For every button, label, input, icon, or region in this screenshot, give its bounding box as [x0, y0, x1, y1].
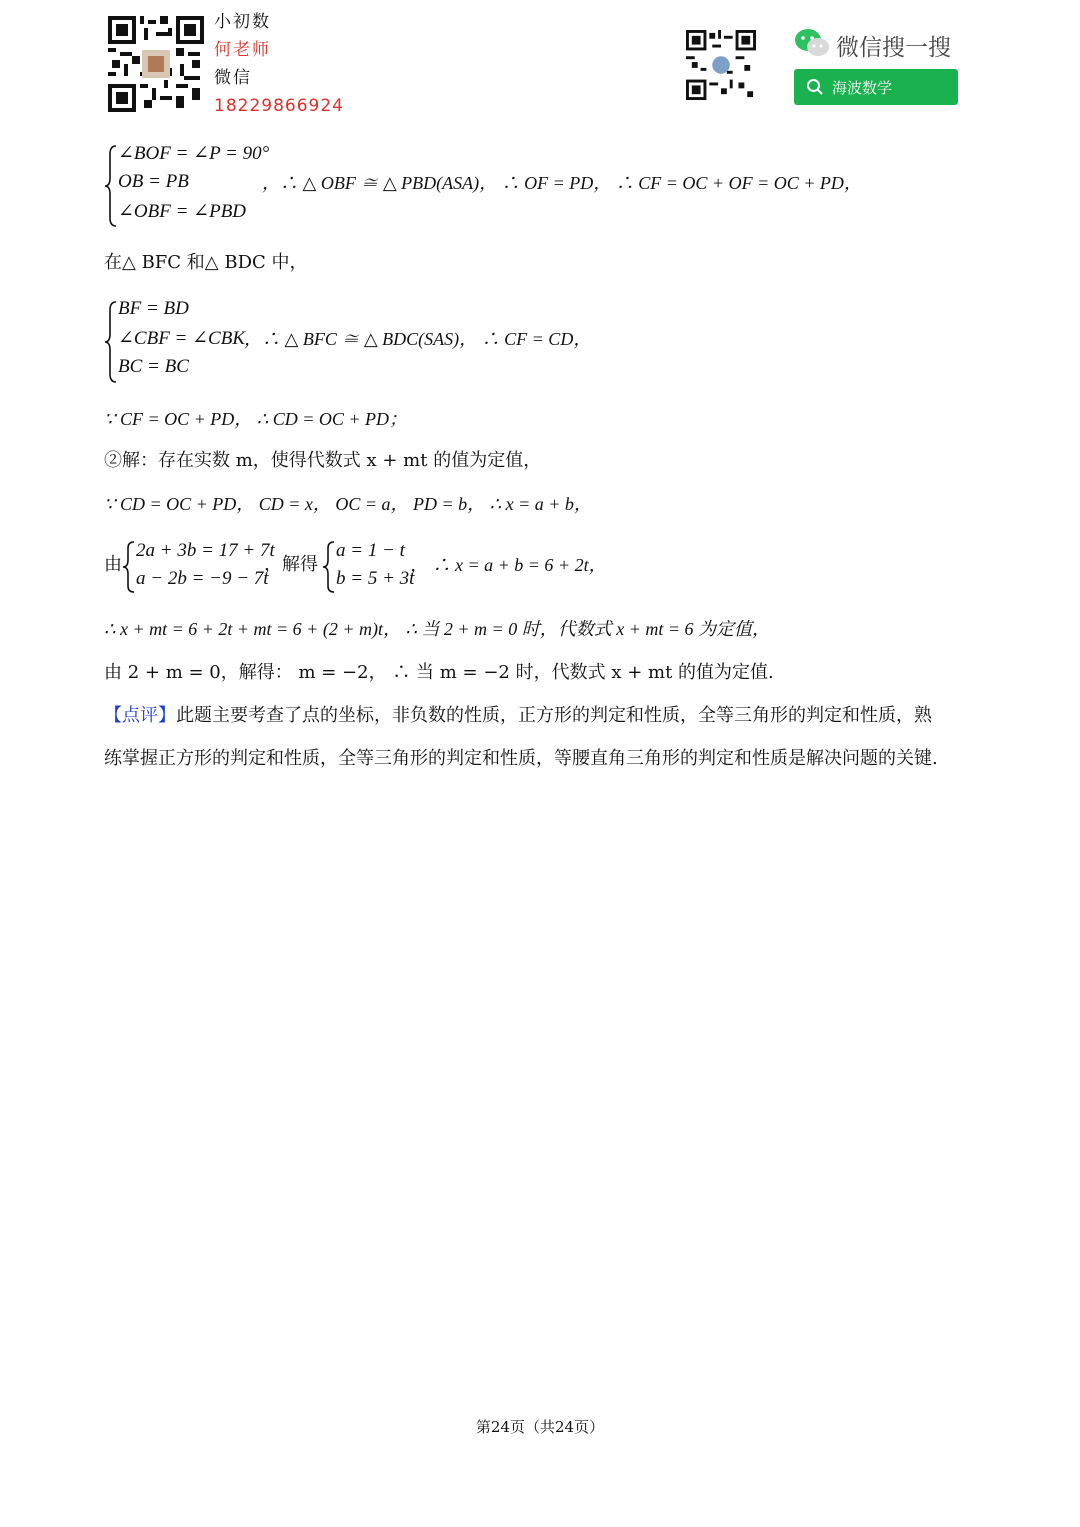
proof-line-congruence-2: ，∴ △ BFC ≅ △ BDC(SAS)， ∴ CF = CD， — [244, 329, 592, 349]
wechat-search-brand — [794, 28, 951, 62]
system-row: b = 5 + 3t — [336, 568, 415, 589]
qr-code-right — [686, 30, 756, 100]
system-row: ∠BOF = ∠P = 90° — [118, 143, 270, 164]
caption-line-2: 何老师 — [214, 40, 271, 60]
caption-line-1: 小初数 — [214, 12, 271, 32]
proof-line-part2: ②解：存在实数 m，使得代数式 x + mt 的值为定值， — [104, 450, 542, 471]
system-row: OB = PB — [118, 171, 189, 192]
equation-system-given — [122, 538, 275, 594]
system-prefix: 由 — [104, 554, 122, 575]
brace-icon — [122, 540, 136, 594]
system-row: ∠CBF = ∠CBK — [118, 328, 245, 349]
teacher-caption — [214, 8, 344, 120]
brace-icon — [104, 144, 118, 228]
comment-line-2: 练掌握正方形的判定和性质，全等三角形的判定和性质，等腰直角三角形的判定和性质是解决问题的关键. — [104, 748, 938, 769]
comment-line-1: 此题主要考查了点的坐标，非负数的性质，正方形的判定和性质，全等三角形的判定和性质，熟 — [176, 705, 932, 726]
system-row: a − 2b = −9 − 7t — [136, 568, 269, 589]
caption-line-3: 微信 — [214, 68, 252, 88]
proof-line-sum: ， ∴ x = a + b = 6 + 2t， — [410, 555, 607, 575]
proof-line-given: ∵ CD = OC + PD， CD = x， OC = a， PD = b， ∴ x = a + b， — [104, 494, 592, 514]
qr-code-left — [108, 16, 204, 112]
system-row: a = 1 − t — [336, 540, 405, 561]
proof-line-triangles: 在△ BFC 和△ BDC 中， — [104, 252, 308, 273]
equation-system-solution — [322, 538, 422, 594]
proof-line-conclusion: ∵ CF = OC + PD， ∴ CD = OC + PD； — [104, 409, 407, 429]
congruence-system-1 — [104, 142, 274, 228]
page-number: 第24页（共24页） — [475, 1418, 605, 1436]
system-solve-label: ，解得 — [264, 554, 318, 575]
congruence-system-2 — [104, 298, 254, 384]
system-row: BC = BC — [118, 356, 189, 377]
system-row: ∠OBF = ∠PBD — [118, 201, 247, 222]
system-row: BF = BD — [118, 298, 189, 319]
wechat-icon — [794, 28, 830, 62]
proof-line-expression: ∴ x + mt = 6 + 2t + mt = 6 + (2 + m)t， ∴ 当 2 + m = 0 时，代数式 x + mt = 6 为定值， — [104, 619, 770, 639]
proof-line-congruence-1: ，∴ △ OBF ≅ △ PBD(ASA)， ∴ OF = PD， ∴ CF = OC + OF = OC + PD， — [262, 173, 862, 193]
system-row: 2a + 3b = 17 + 7t — [136, 540, 275, 561]
comment-tag: 【点评】 — [104, 705, 176, 726]
proof-line-final: 由 2 + m = 0，解得： m = −2， ∴ 当 m = −2 时，代数式 x + mt 的值为定值. — [104, 662, 774, 683]
brace-icon — [104, 300, 118, 384]
caption-phone: 18229866924 — [214, 96, 344, 116]
search-icon — [806, 78, 824, 96]
search-button[interactable] — [794, 69, 958, 105]
wechat-search-label: 微信搜一搜 — [836, 34, 951, 61]
brace-icon — [322, 540, 336, 594]
search-button-label: 海波数学 — [832, 78, 893, 97]
comment-paragraph — [104, 703, 932, 729]
